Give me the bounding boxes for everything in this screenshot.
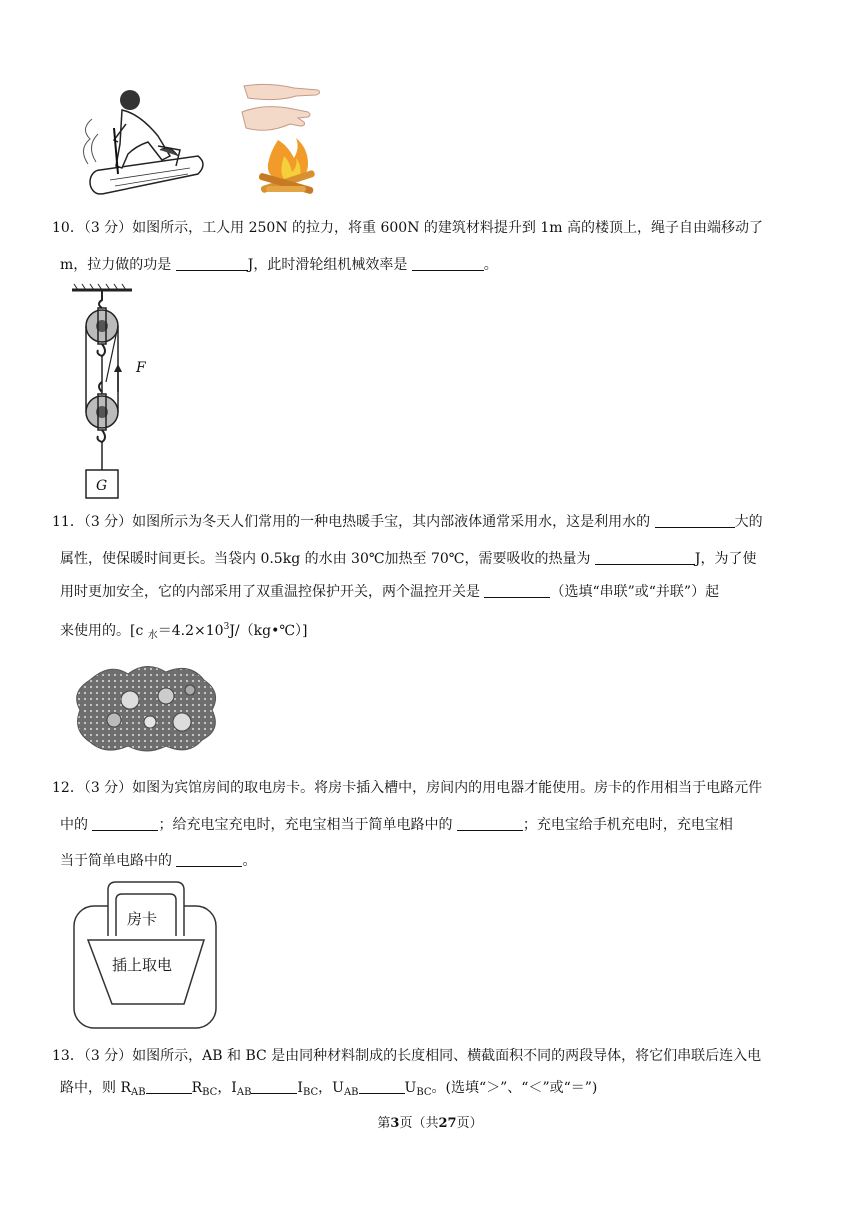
q11-text-1b: 大的 — [734, 514, 763, 530]
q13-u-bc: U — [404, 1080, 417, 1096]
footer-page-number: 3 — [390, 1116, 400, 1131]
hand-warmer-illustration — [70, 660, 222, 756]
q13-sub-bc-1: BC — [202, 1087, 218, 1098]
page-footer — [0, 1112, 860, 1131]
q12-text-2b: ；给充电宝充电时，充电宝相当于简单电路中的 — [158, 817, 457, 833]
q12-text-3b: 。 — [242, 853, 257, 869]
q10-text-a: m，拉力做的功是 — [60, 257, 176, 273]
q12-text-2c: ；充电宝给手机充电时，充电宝相 — [522, 817, 733, 833]
hands-over-fire-illustration — [238, 82, 328, 202]
q11-text-1a: 11．（3 分）如图所示为冬天人们常用的一种电热暖手宝，其内部液体通常采用水，这是利用水的 — [52, 514, 655, 530]
q11-line-2 — [60, 549, 820, 569]
q13-text-pre: 路中，则 R — [60, 1080, 131, 1096]
q12-blank-charging[interactable] — [457, 816, 523, 831]
q13-sub-ab-3: AB — [343, 1087, 359, 1098]
q12-blank-component[interactable] — [92, 816, 158, 831]
force-label: F — [136, 360, 146, 376]
q12-text-3a: 当于简单电路中的 — [60, 853, 177, 869]
q10-blank-efficiency[interactable] — [412, 256, 484, 271]
q10-text-b: J，此时滑轮组机械效率是 — [247, 257, 412, 273]
q11-line-4 — [60, 617, 820, 646]
q11-blank-connection[interactable] — [484, 583, 550, 598]
q11-line-1 — [52, 512, 812, 532]
room-card-label: 房卡 — [127, 910, 158, 928]
q12-line-3 — [60, 851, 820, 871]
pulley-system-diagram — [66, 282, 166, 502]
q11-text-2b: J，为了使 — [694, 551, 757, 567]
q13-i-bc: I — [297, 1080, 303, 1096]
footer-total-pages: 27 — [438, 1116, 457, 1131]
q12-text-2a: 中的 — [60, 817, 93, 833]
q12-blank-discharging[interactable] — [176, 852, 242, 867]
q13-tail: 。(选填“＞”、“＜”或“＝”) — [431, 1080, 598, 1096]
q11-text-3b: （选填“串联”或“并联”）起 — [550, 584, 720, 600]
q13-blank-voltage[interactable] — [359, 1079, 405, 1094]
q10-line-2 — [60, 255, 820, 275]
q11-text-4c: J/（kg•℃）] — [229, 623, 308, 639]
q13-line-2 — [60, 1078, 820, 1103]
q13-blank-current[interactable] — [251, 1079, 297, 1094]
q13-r-bc: R — [191, 1080, 203, 1096]
q13-sep-1: ，I — [217, 1080, 237, 1096]
fire-drill-illustration — [70, 84, 210, 202]
q12-line-2 — [60, 815, 820, 835]
q11-text-2a: 属性，使保暖时间更长。当袋内 0.5kg 的水由 30℃加热至 70℃，需要吸收的热量为 — [60, 551, 595, 567]
footer-post: 页） — [456, 1116, 483, 1131]
q11-sub-water: 水 — [147, 630, 158, 641]
q13-sub-bc-3: BC — [416, 1087, 432, 1098]
q11-text-4b: ＝4.2×10 — [157, 623, 224, 639]
footer-mid: 页（共 — [399, 1116, 439, 1131]
q11-sup-3: 3 — [223, 622, 230, 632]
q11-text-4a: 来使用的。[c — [60, 623, 148, 639]
q10-line-1: 10．（3 分）如图所示，工人用 250N 的拉力，将重 600N 的建筑材料提升到 1m 高的楼顶上，绳子自由端移动了 — [52, 220, 763, 236]
q11-blank-heat[interactable] — [595, 550, 695, 565]
q13-blank-resistance[interactable] — [146, 1079, 192, 1094]
footer-pre: 第 — [377, 1116, 391, 1131]
slot-label: 插上取电 — [112, 956, 173, 974]
q13-sub-ab-2: AB — [236, 1087, 252, 1098]
q13-sep-2: ，U — [318, 1080, 344, 1096]
q13-line-1: 13．（3 分）如图所示，AB 和 BC 是由同种材料制成的长度相同、横截面积不同的两段导体，将它们串联后连入电 — [52, 1048, 762, 1064]
weight-label: G — [96, 478, 108, 494]
q11-line-3 — [60, 582, 820, 602]
q10-text-c: 。 — [483, 257, 498, 273]
q11-blank-property[interactable] — [655, 513, 735, 528]
q13-sub-bc-2: BC — [302, 1087, 319, 1098]
q11-text-3a: 用时更加安全，它的内部采用了双重温控保护开关，两个温控开关是 — [60, 584, 485, 600]
q13-sub-ab-1: AB — [131, 1087, 146, 1098]
q10-blank-work[interactable] — [176, 256, 248, 271]
q12-line-1: 12．（3 分）如图为宾馆房间的取电房卡。将房卡插入槽中，房间内的用电器才能使用。房卡的作用相当于电路元件 — [52, 780, 763, 796]
